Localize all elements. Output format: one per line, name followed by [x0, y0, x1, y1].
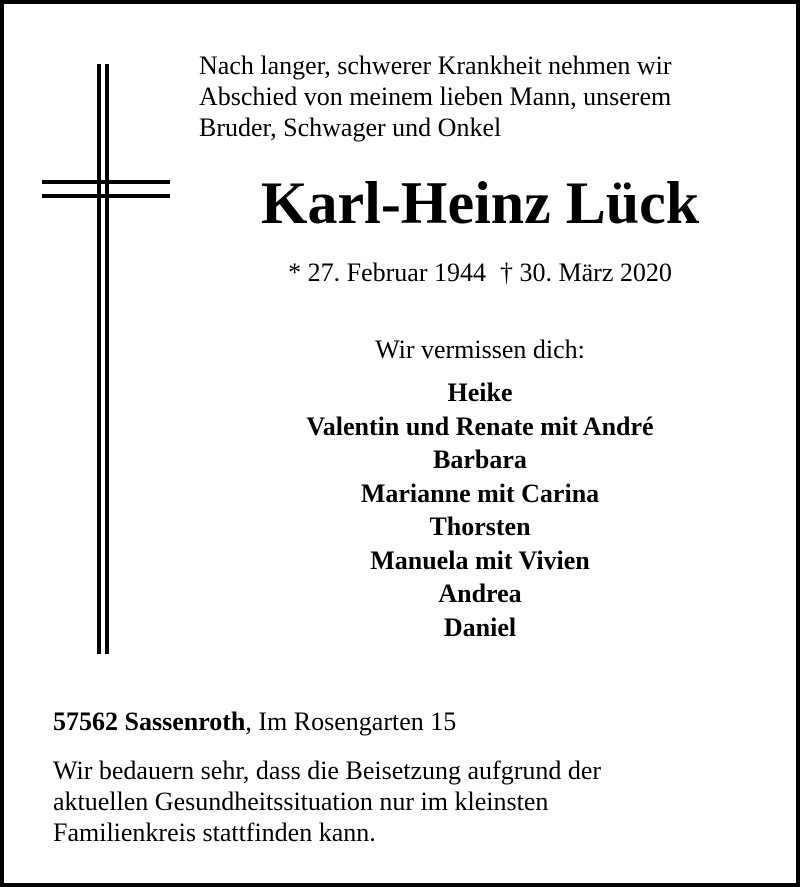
note-line: Familienkreis stattfinden kann. — [53, 818, 376, 847]
mourner-name: Heike — [447, 378, 513, 407]
mourner-name: Andrea — [438, 579, 522, 608]
mourner-name: Daniel — [443, 612, 517, 642]
address-street: , Im Rosengarten 15 — [245, 707, 457, 736]
death-date: † 30. März 2020 — [500, 258, 672, 287]
mourner-name: Barbara — [433, 445, 527, 474]
intro-text — [199, 50, 779, 143]
mourner-name: Valentin und Renate mit André — [306, 411, 654, 441]
birth-date: * 27. Februar 1944 — [288, 258, 486, 287]
cross-icon — [40, 64, 172, 654]
life-dates — [190, 257, 770, 289]
address-place: 57562 Sassenroth — [53, 707, 246, 736]
address — [53, 706, 773, 738]
funeral-note — [53, 755, 773, 848]
mourner-name: Manuela mit Vivien — [370, 545, 590, 575]
mourners-list — [190, 376, 770, 644]
mourner-name: Marianne mit Carina — [360, 478, 600, 508]
note-line: aktuellen Gesundheitssituation nur im kleinsten — [53, 787, 549, 816]
intro-line: Bruder, Schwager und Onkel — [199, 113, 502, 142]
intro-line: Abschied von meinem lieben Mann, unserem — [199, 82, 672, 111]
mourner-name: Thorsten — [429, 512, 531, 541]
mourners-heading: Wir vermissen dich: — [375, 335, 585, 364]
note-line: Wir bedauern sehr, dass die Beisetzung aufgrund der — [53, 756, 602, 785]
intro-line: Nach langer, schwerer Krankheit nehmen wir — [199, 51, 672, 80]
deceased-name: Karl-Heinz Lück — [260, 170, 700, 236]
